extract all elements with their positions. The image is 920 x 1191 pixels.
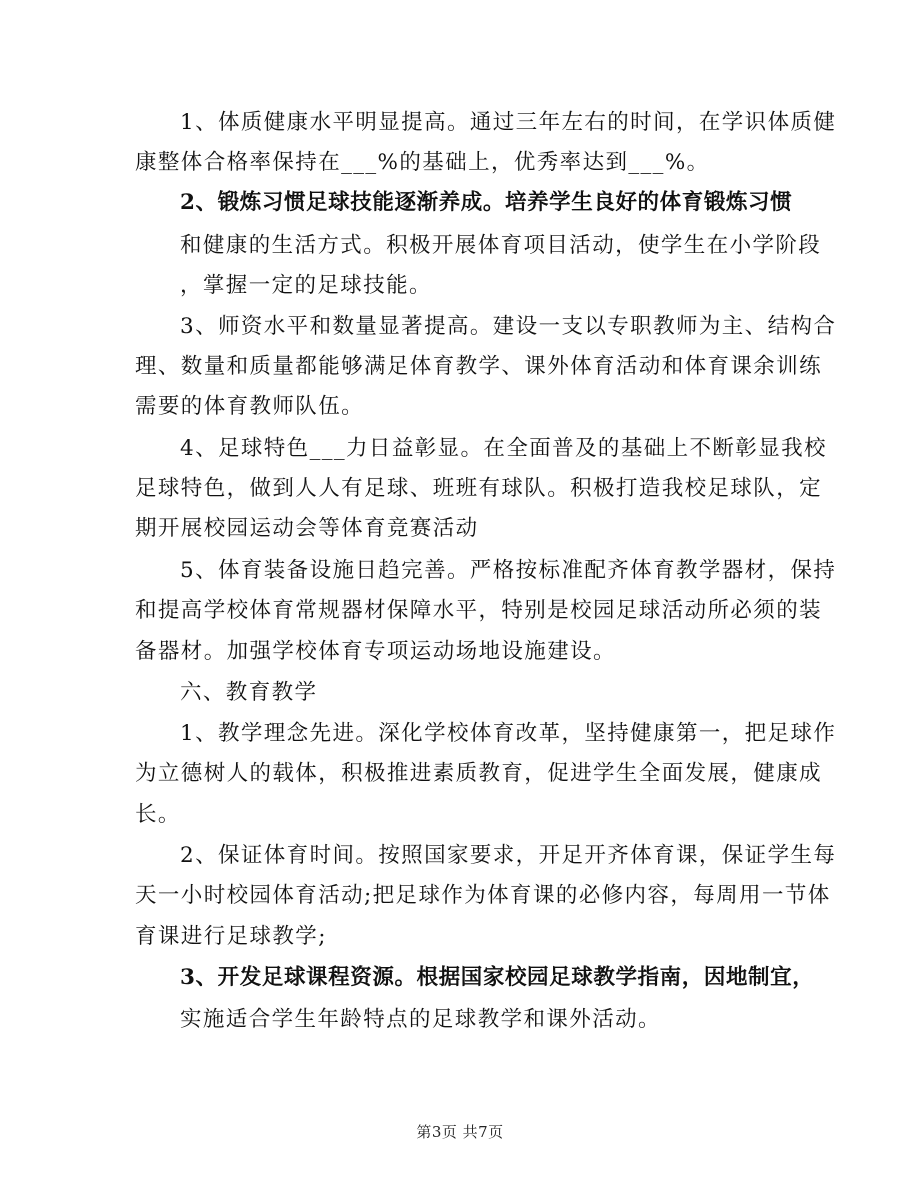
paragraph-line: 理、数量和质量都能够满足体育教学、课外体育活动和体育课余训练 — [135, 354, 823, 379]
paragraph-line: ，掌握一定的足球技能。 — [180, 273, 432, 298]
page-number-footer: 第3页 共7页 — [416, 1123, 504, 1141]
paragraph-line: 和健康的生活方式。积极开展体育项目活动，使学生在小学阶段 — [180, 233, 822, 258]
paragraph-line: 足球特色，做到人人有足球、班班有球队。积极打造我校足球队，定 — [135, 476, 823, 501]
paragraph-line: 期开展校园运动会等体育竞赛活动 — [135, 516, 479, 541]
paragraph-line: 需要的体育教师队伍。 — [135, 394, 365, 419]
paragraph-line: 实施适合学生年龄特点的足球教学和课外活动。 — [180, 1007, 661, 1032]
paragraph-line: 长。 — [135, 802, 181, 827]
paragraph-line: 康整体合格率保持在___%的基础上，优秀率达到___%。 — [135, 150, 710, 175]
paragraph-line: 5、体育装备设施日趋完善。严格按标准配齐体育教学器材，保持 — [180, 558, 837, 583]
paragraph-line: 2、锻炼习惯足球技能逐渐养成。培养学生良好的体育锻炼习惯 — [180, 190, 793, 215]
paragraph-line: 1、教学理念先进。深化学校体育改革，坚持健康第一，把足球作 — [180, 721, 837, 746]
paragraph-line: 1、体质健康水平明显提高。通过三年左右的时间，在学识体质健 — [180, 110, 837, 135]
paragraph-line: 天一小时校园体育活动;把足球作为体育课的必修内容，每周用一节体 — [135, 883, 831, 908]
section-heading: 六、教育教学 — [180, 680, 318, 705]
paragraph-line: 3、开发足球课程资源。根据国家校园足球教学指南，因地制宜， — [180, 965, 815, 990]
paragraph-line: 为立德树人的载体，积极推进素质教育，促进学生全面发展，健康成 — [135, 761, 823, 786]
paragraph-line: 4、足球特色___力日益彰显。在全面普及的基础上不断彰显我校 — [180, 436, 827, 461]
paragraph-line: 育课进行足球教学; — [135, 924, 327, 949]
paragraph-line: 备器材。加强学校体育专项运动场地设施建设。 — [135, 639, 616, 664]
paragraph-line: 2、保证体育时间。按照国家要求，开足开齐体育课，保证学生每 — [180, 843, 837, 868]
paragraph-line: 和提高学校体育常规器材保障水平，特别是校园足球活动所必须的装 — [135, 598, 823, 623]
paragraph-line: 3、师资水平和数量显著提高。建设一支以专职教师为主、结构合 — [180, 314, 837, 339]
